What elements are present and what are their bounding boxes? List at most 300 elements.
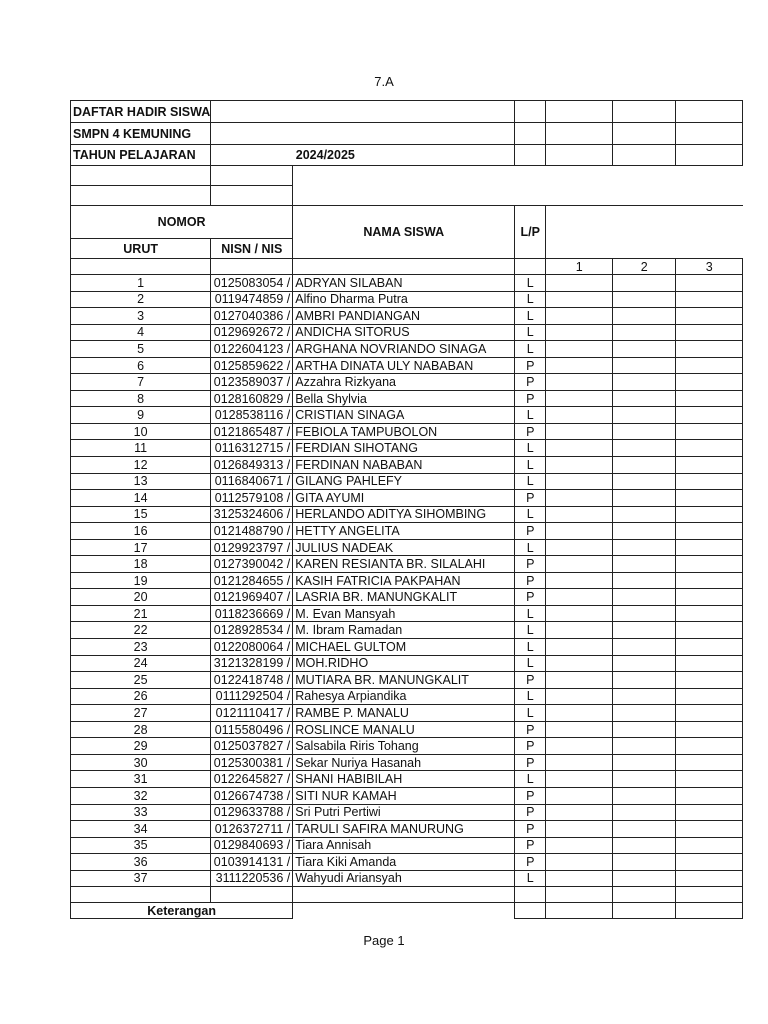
attendance-cell-2 [613, 622, 676, 639]
footer-block [71, 887, 743, 919]
student-nisn: 0128160829 / [211, 390, 293, 407]
attendance-cell-3 [676, 589, 743, 606]
student-gender: P [515, 854, 546, 871]
student-gender: P [515, 589, 546, 606]
student-nisn: 0121865487 / [211, 423, 293, 440]
attendance-cell-3 [676, 738, 743, 755]
student-gender: L [515, 605, 546, 622]
student-gender: L [515, 506, 546, 523]
student-number: 17 [71, 539, 211, 556]
attendance-cell-1 [546, 589, 613, 606]
student-gender: L [515, 705, 546, 722]
student-name: Bella Shylvia [293, 390, 515, 407]
attendance-cell-2 [613, 407, 676, 424]
student-name: GILANG PAHLEFY [293, 473, 515, 490]
student-name: Sri Putri Pertiwi [293, 804, 515, 821]
meeting-2-header: 2 [613, 259, 676, 275]
student-number: 23 [71, 639, 211, 656]
student-number: 3 [71, 308, 211, 325]
attendance-cell-2 [613, 275, 676, 292]
student-name: KASIH FATRICIA PAKPAHAN [293, 572, 515, 589]
student-name: Rahesya Arpiandika [293, 688, 515, 705]
student-nisn: 0115580496 / [211, 721, 293, 738]
student-row [71, 374, 743, 391]
attendance-cell-2 [613, 771, 676, 788]
attendance-table [70, 100, 743, 919]
attendance-cell-1 [546, 324, 613, 341]
attendance-cell-3 [676, 705, 743, 722]
attendance-cell-3 [676, 308, 743, 325]
title-year-label: TAHUN PELAJARAN [71, 145, 211, 166]
student-row [71, 754, 743, 771]
col-nisn: NISN / NIS [211, 239, 293, 259]
student-number: 25 [71, 672, 211, 689]
attendance-cell-2 [613, 589, 676, 606]
student-gender: P [515, 556, 546, 573]
student-name: ARTHA DINATA ULY NABABAN [293, 357, 515, 374]
student-name: MUTIARA BR. MANUNGKALIT [293, 672, 515, 689]
attendance-cell-1 [546, 523, 613, 540]
student-nisn: 0125083054 / [211, 275, 293, 292]
attendance-cell-3 [676, 473, 743, 490]
meeting-1-header: 1 [546, 259, 613, 275]
student-gender: L [515, 275, 546, 292]
student-nisn: 0121110417 / [211, 705, 293, 722]
student-gender: P [515, 357, 546, 374]
attendance-cell-3 [676, 572, 743, 589]
student-name: GITA AYUMI [293, 490, 515, 507]
student-gender: P [515, 572, 546, 589]
student-name: SITI NUR KAMAH [293, 787, 515, 804]
student-name: Tiara Kiki Amanda [293, 854, 515, 871]
student-gender: L [515, 308, 546, 325]
student-gender: P [515, 523, 546, 540]
student-nisn: 0125037827 / [211, 738, 293, 755]
attendance-cell-3 [676, 407, 743, 424]
student-nisn: 0125859622 / [211, 357, 293, 374]
student-name: Azzahra Rizkyana [293, 374, 515, 391]
student-nisn: 0116312715 / [211, 440, 293, 457]
student-row [71, 490, 743, 507]
student-row [71, 440, 743, 457]
student-number: 31 [71, 771, 211, 788]
attendance-cell-2 [613, 721, 676, 738]
student-number: 34 [71, 821, 211, 838]
student-row [71, 589, 743, 606]
attendance-cell-1 [546, 721, 613, 738]
attendance-cell-3 [676, 275, 743, 292]
student-name: SHANI HABIBILAH [293, 771, 515, 788]
attendance-cell-3 [676, 721, 743, 738]
student-name: TARULI SAFIRA MANURUNG [293, 821, 515, 838]
attendance-cell-1 [546, 705, 613, 722]
attendance-cell-1 [546, 357, 613, 374]
student-row [71, 854, 743, 871]
attendance-cell-3 [676, 672, 743, 689]
student-number: 35 [71, 837, 211, 854]
meeting-3-header: 3 [676, 259, 743, 275]
attendance-cell-2 [613, 854, 676, 871]
attendance-cell-1 [546, 490, 613, 507]
col-urut: URUT [71, 239, 211, 259]
title-daftar-hadir: DAFTAR HADIR SISWA [71, 101, 211, 123]
student-name: KAREN RESIANTA BR. SILALAHI [293, 556, 515, 573]
student-number: 5 [71, 341, 211, 358]
attendance-cell-3 [676, 556, 743, 573]
student-nisn: 3111220536 / [211, 870, 293, 887]
attendance-cell-3 [676, 357, 743, 374]
attendance-cell-3 [676, 539, 743, 556]
attendance-cell-1 [546, 390, 613, 407]
student-row [71, 473, 743, 490]
attendance-cell-1 [546, 787, 613, 804]
title-year-value: 2024/2025 [293, 145, 515, 166]
student-row [71, 506, 743, 523]
attendance-cell-1 [546, 440, 613, 457]
student-name: JULIUS NADEAK [293, 539, 515, 556]
student-number: 28 [71, 721, 211, 738]
student-row [71, 423, 743, 440]
attendance-cell-1 [546, 688, 613, 705]
attendance-cell-3 [676, 341, 743, 358]
student-number: 4 [71, 324, 211, 341]
attendance-cell-1 [546, 870, 613, 887]
student-name: MOH.RIDHO [293, 655, 515, 672]
student-number: 27 [71, 705, 211, 722]
student-gender: L [515, 324, 546, 341]
attendance-cell-3 [676, 423, 743, 440]
attendance-cell-1 [546, 341, 613, 358]
attendance-cell-1 [546, 738, 613, 755]
student-number: 18 [71, 556, 211, 573]
attendance-cell-2 [613, 870, 676, 887]
student-row [71, 837, 743, 854]
attendance-cell-2 [613, 490, 676, 507]
col-nomor: NOMOR [71, 206, 293, 239]
student-number: 22 [71, 622, 211, 639]
student-name: FEBIOLA TAMPUBOLON [293, 423, 515, 440]
student-row [71, 738, 743, 755]
student-name: FERDINAN NABABAN [293, 457, 515, 474]
attendance-cell-2 [613, 390, 676, 407]
attendance-cell-2 [613, 655, 676, 672]
attendance-cell-2 [613, 440, 676, 457]
student-name: Sekar Nuriya Hasanah [293, 754, 515, 771]
student-nisn: 3125324606 / [211, 506, 293, 523]
student-nisn: 0126674738 / [211, 787, 293, 804]
student-row [71, 655, 743, 672]
student-name: ANDICHA SITORUS [293, 324, 515, 341]
student-nisn: 0122604123 / [211, 341, 293, 358]
attendance-cell-2 [613, 837, 676, 854]
student-nisn: 0128538116 / [211, 407, 293, 424]
attendance-cell-2 [613, 705, 676, 722]
student-name: LASRIA BR. MANUNGKALIT [293, 589, 515, 606]
student-number: 15 [71, 506, 211, 523]
student-row [71, 572, 743, 589]
attendance-cell-1 [546, 308, 613, 325]
attendance-cell-3 [676, 837, 743, 854]
student-row [71, 605, 743, 622]
attendance-cell-2 [613, 341, 676, 358]
attendance-cell-2 [613, 539, 676, 556]
student-name: M. Evan Mansyah [293, 605, 515, 622]
attendance-cell-2 [613, 556, 676, 573]
attendance-cell-2 [613, 523, 676, 540]
attendance-cell-2 [613, 672, 676, 689]
student-gender: P [515, 754, 546, 771]
student-name: ARGHANA NOVRIANDO SINAGA [293, 341, 515, 358]
student-number: 29 [71, 738, 211, 755]
student-number: 32 [71, 787, 211, 804]
student-nisn: 0126849313 / [211, 457, 293, 474]
student-row [71, 556, 743, 573]
student-nisn: 0121284655 / [211, 572, 293, 589]
student-row [71, 870, 743, 887]
student-gender: L [515, 622, 546, 639]
student-row [71, 407, 743, 424]
attendance-cell-3 [676, 523, 743, 540]
student-name: Tiara Annisah [293, 837, 515, 854]
student-gender: L [515, 639, 546, 656]
student-nisn: 0127390042 / [211, 556, 293, 573]
student-nisn: 0121969407 / [211, 589, 293, 606]
student-number: 9 [71, 407, 211, 424]
student-name: RAMBE P. MANALU [293, 705, 515, 722]
attendance-cell-3 [676, 622, 743, 639]
student-number: 7 [71, 374, 211, 391]
attendance-cell-3 [676, 374, 743, 391]
attendance-cell-1 [546, 639, 613, 656]
student-number: 16 [71, 523, 211, 540]
attendance-cell-3 [676, 639, 743, 656]
student-nisn: 0119474859 / [211, 291, 293, 308]
attendance-cell-2 [613, 804, 676, 821]
student-gender: P [515, 821, 546, 838]
attendance-cell-2 [613, 754, 676, 771]
student-gender: L [515, 440, 546, 457]
student-gender: L [515, 473, 546, 490]
attendance-cell-2 [613, 572, 676, 589]
student-row [71, 688, 743, 705]
student-number: 24 [71, 655, 211, 672]
student-nisn: 0125300381 / [211, 754, 293, 771]
student-nisn: 0126372711 / [211, 821, 293, 838]
attendance-cell-3 [676, 804, 743, 821]
attendance-cell-3 [676, 506, 743, 523]
attendance-cell-1 [546, 672, 613, 689]
attendance-cell-1 [546, 556, 613, 573]
student-name: M. Ibram Ramadan [293, 622, 515, 639]
student-number: 2 [71, 291, 211, 308]
student-gender: P [515, 738, 546, 755]
student-number: 33 [71, 804, 211, 821]
attendance-cell-3 [676, 291, 743, 308]
attendance-cell-2 [613, 291, 676, 308]
attendance-cell-2 [613, 821, 676, 838]
attendance-cell-1 [546, 605, 613, 622]
student-nisn: 0129840693 / [211, 837, 293, 854]
student-gender: L [515, 771, 546, 788]
attendance-cell-2 [613, 506, 676, 523]
student-number: 11 [71, 440, 211, 457]
student-number: 21 [71, 605, 211, 622]
student-row [71, 357, 743, 374]
student-row [71, 821, 743, 838]
student-row [71, 639, 743, 656]
student-row [71, 457, 743, 474]
attendance-cell-3 [676, 771, 743, 788]
student-number: 1 [71, 275, 211, 292]
student-name: HERLANDO ADITYA SIHOMBING [293, 506, 515, 523]
student-name: HETTY ANGELITA [293, 523, 515, 540]
student-nisn: 0122080064 / [211, 639, 293, 656]
attendance-cell-2 [613, 357, 676, 374]
student-name: Salsabila Riris Tohang [293, 738, 515, 755]
student-number: 8 [71, 390, 211, 407]
attendance-cell-3 [676, 440, 743, 457]
student-gender: P [515, 787, 546, 804]
attendance-cell-1 [546, 754, 613, 771]
student-gender: P [515, 804, 546, 821]
student-gender: L [515, 291, 546, 308]
student-row [71, 390, 743, 407]
attendance-cell-1 [546, 291, 613, 308]
attendance-cell-1 [546, 275, 613, 292]
attendance-cell-2 [613, 639, 676, 656]
student-gender: P [515, 490, 546, 507]
student-nisn: 0129692672 / [211, 324, 293, 341]
student-gender: L [515, 341, 546, 358]
student-nisn: 0111292504 / [211, 688, 293, 705]
attendance-cell-3 [676, 655, 743, 672]
attendance-cell-1 [546, 457, 613, 474]
col-nama: NAMA SISWA [293, 206, 515, 259]
attendance-cell-1 [546, 821, 613, 838]
attendance-cell-1 [546, 804, 613, 821]
attendance-cell-3 [676, 787, 743, 804]
attendance-cell-1 [546, 572, 613, 589]
col-lp: L/P [515, 206, 546, 259]
student-gender: P [515, 423, 546, 440]
student-row [71, 324, 743, 341]
student-name: Wahyudi Ariansyah [293, 870, 515, 887]
student-number: 20 [71, 589, 211, 606]
attendance-cell-1 [546, 473, 613, 490]
student-name: ROSLINCE MANALU [293, 721, 515, 738]
attendance-cell-1 [546, 655, 613, 672]
student-row [71, 672, 743, 689]
student-gender: P [515, 374, 546, 391]
student-name: MICHAEL GULTOM [293, 639, 515, 656]
student-row [71, 539, 743, 556]
column-header [71, 206, 743, 275]
sheet-label: 7.A [374, 74, 394, 89]
student-row [71, 523, 743, 540]
attendance-cell-3 [676, 390, 743, 407]
student-nisn: 0103914131 / [211, 854, 293, 871]
student-number: 14 [71, 490, 211, 507]
attendance-cell-1 [546, 407, 613, 424]
attendance-cell-2 [613, 423, 676, 440]
student-nisn: 0123589037 / [211, 374, 293, 391]
attendance-cell-2 [613, 457, 676, 474]
student-row [71, 341, 743, 358]
attendance-cell-1 [546, 506, 613, 523]
attendance-cell-3 [676, 821, 743, 838]
attendance-cell-1 [546, 539, 613, 556]
attendance-cell-1 [546, 622, 613, 639]
attendance-cell-3 [676, 324, 743, 341]
student-nisn: 0127040386 / [211, 308, 293, 325]
student-row [71, 308, 743, 325]
student-nisn: 0122418748 / [211, 672, 293, 689]
attendance-cell-1 [546, 854, 613, 871]
student-nisn: 0129923797 / [211, 539, 293, 556]
student-number: 12 [71, 457, 211, 474]
title-school: SMPN 4 KEMUNING [71, 123, 211, 145]
student-gender: P [515, 837, 546, 854]
student-nisn: 3121328199 / [211, 655, 293, 672]
student-nisn: 0112579108 / [211, 490, 293, 507]
student-gender: L [515, 655, 546, 672]
student-gender: L [515, 407, 546, 424]
attendance-cell-3 [676, 457, 743, 474]
student-row [71, 291, 743, 308]
attendance-cell-2 [613, 473, 676, 490]
student-number: 37 [71, 870, 211, 887]
student-gender: P [515, 672, 546, 689]
student-row [71, 275, 743, 292]
student-nisn: 0118236669 / [211, 605, 293, 622]
attendance-cell-2 [613, 738, 676, 755]
student-gender: P [515, 721, 546, 738]
attendance-cell-2 [613, 605, 676, 622]
attendance-cell-1 [546, 423, 613, 440]
attendance-cell-3 [676, 854, 743, 871]
student-number: 10 [71, 423, 211, 440]
student-row [71, 705, 743, 722]
page-number: Page 1 [363, 933, 405, 948]
attendance-cell-2 [613, 688, 676, 705]
student-nisn: 0122645827 / [211, 771, 293, 788]
student-number: 19 [71, 572, 211, 589]
attendance-cell-1 [546, 771, 613, 788]
attendance-cell-3 [676, 605, 743, 622]
keterangan-label: Keterangan [71, 903, 293, 919]
student-row [71, 622, 743, 639]
student-number: 6 [71, 357, 211, 374]
student-number: 30 [71, 754, 211, 771]
attendance-cell-2 [613, 374, 676, 391]
student-nisn: 0129633788 / [211, 804, 293, 821]
attendance-cell-3 [676, 870, 743, 887]
attendance-cell-1 [546, 374, 613, 391]
title-block [71, 101, 743, 206]
student-gender: P [515, 390, 546, 407]
attendance-cell-3 [676, 688, 743, 705]
student-rows [71, 275, 743, 887]
attendance-cell-2 [613, 787, 676, 804]
attendance-cell-1 [546, 837, 613, 854]
student-number: 26 [71, 688, 211, 705]
student-nisn: 0121488790 / [211, 523, 293, 540]
student-row [71, 721, 743, 738]
student-number: 36 [71, 854, 211, 871]
attendance-cell-2 [613, 324, 676, 341]
attendance-cell-3 [676, 490, 743, 507]
student-gender: L [515, 870, 546, 887]
